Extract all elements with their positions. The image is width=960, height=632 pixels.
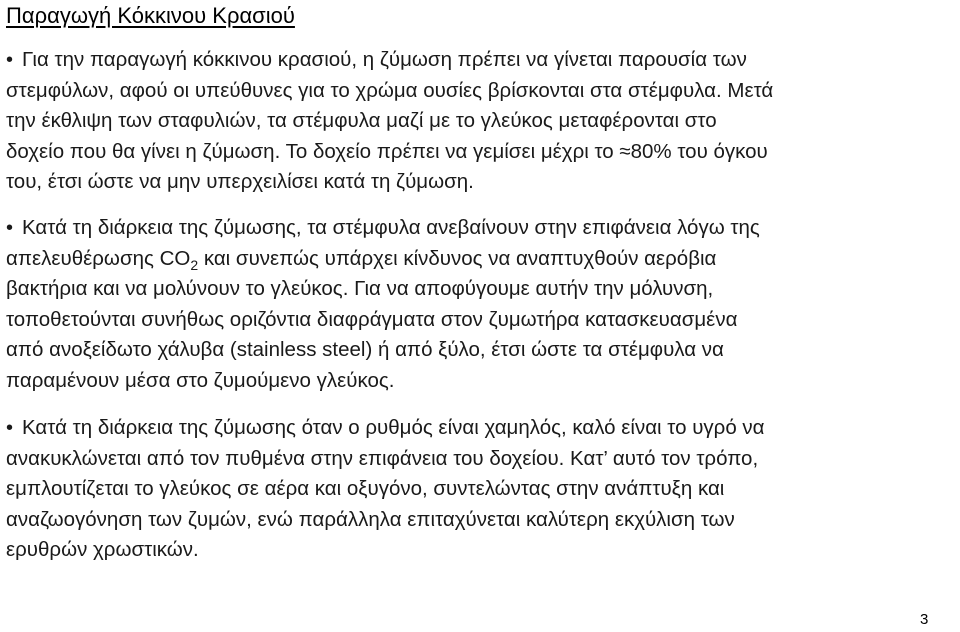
paragraph-line: τοποθετούνται συνήθως οριζόντια διαφράγματα στον ζυμωτήρα κατασκευασμένα xyxy=(6,307,738,331)
paragraph-line: στεμφύλων, αφού οι υπεύθυνες για το χρώμα ουσίες βρίσκονται στα στέμφυλα. Μετά xyxy=(6,78,774,102)
paragraph-line xyxy=(6,413,956,444)
paragraph-line xyxy=(6,244,956,275)
paragraph-line: του, έτσι ώστε να μην υπερχειλίσει κατά τη ζύμωση. xyxy=(6,170,474,194)
slide-title: Παραγωγή Κόκκινου Κρασιού xyxy=(6,3,295,28)
paragraph-line: παραμένουν μέσα στο ζυμούμενο γλεύκος. xyxy=(6,368,395,392)
bullet-paragraph-1 xyxy=(6,45,956,198)
paragraph-line: ερυθρών χρωστικών. xyxy=(6,538,199,562)
paragraph-line xyxy=(6,45,956,76)
paragraph-line-text: Κατά τη διάρκεια της ζύμωσης, τα στέμφυλα ανεβαίνουν στην επιφάνεια λόγω της xyxy=(22,216,760,239)
paragraph-line xyxy=(6,213,956,244)
paragraph-line-text: απελευθέρωσης CO xyxy=(6,246,191,270)
bullet-icon: • xyxy=(6,49,14,71)
page-number: 3 xyxy=(920,611,929,628)
paragraph-line-text: και συνεπώς υπάρχει κίνδυνος να αναπτυχθούν αερόβια xyxy=(198,246,717,270)
paragraph-line: ανακυκλώνεται από τον πυθμένα στην επιφάνεια του δοχείου. Κατ’ αυτό τον τρόπο, xyxy=(6,446,759,470)
subscript-2: 2 xyxy=(190,256,199,273)
paragraph-line: την έκθλιψη των σταφυλιών, τα στέμφυλα μαζί με το γλεύκος μεταφέρονται στο xyxy=(6,109,717,133)
paragraph-line: δοχείο που θα γίνει η ζύμωση. Το δοχείο πρέπει να γεμίσει μέχρι το ≈80% του όγκου xyxy=(6,139,768,163)
paragraph-line: εμπλουτίζεται το γλεύκος σε αέρα και οξυγόνο, συντελώντας στην ανάπτυξη και xyxy=(6,477,725,501)
bullet-paragraph-2 xyxy=(6,213,956,397)
paragraph-line: αναζωογόνηση των ζυμών, ενώ παράλληλα επιταχύνεται καλύτερη εκχύλιση των xyxy=(6,507,735,531)
paragraph-line-text: Για την παραγωγή κόκκινου κρασιού, η ζύμωση πρέπει να γίνεται παρουσία των xyxy=(22,48,747,71)
bullet-icon: • xyxy=(6,217,14,239)
bullet-icon: • xyxy=(6,417,14,439)
paragraph-line-text: Κατά τη διάρκεια της ζύμωσης όταν ο ρυθμός είναι χαμηλός, καλό είναι το υγρό να xyxy=(22,416,765,439)
bullet-paragraph-3 xyxy=(6,413,956,566)
paragraph-line: βακτήρια και να μολύνουν το γλεύκος. Για να αποφύγουμε αυτήν την μόλυνση, xyxy=(6,277,714,301)
paragraph-line: από ανοξείδωτο χάλυβα (stainless steel) ή από ξύλο, έτσι ώστε τα στέμφυλα να xyxy=(6,338,724,362)
